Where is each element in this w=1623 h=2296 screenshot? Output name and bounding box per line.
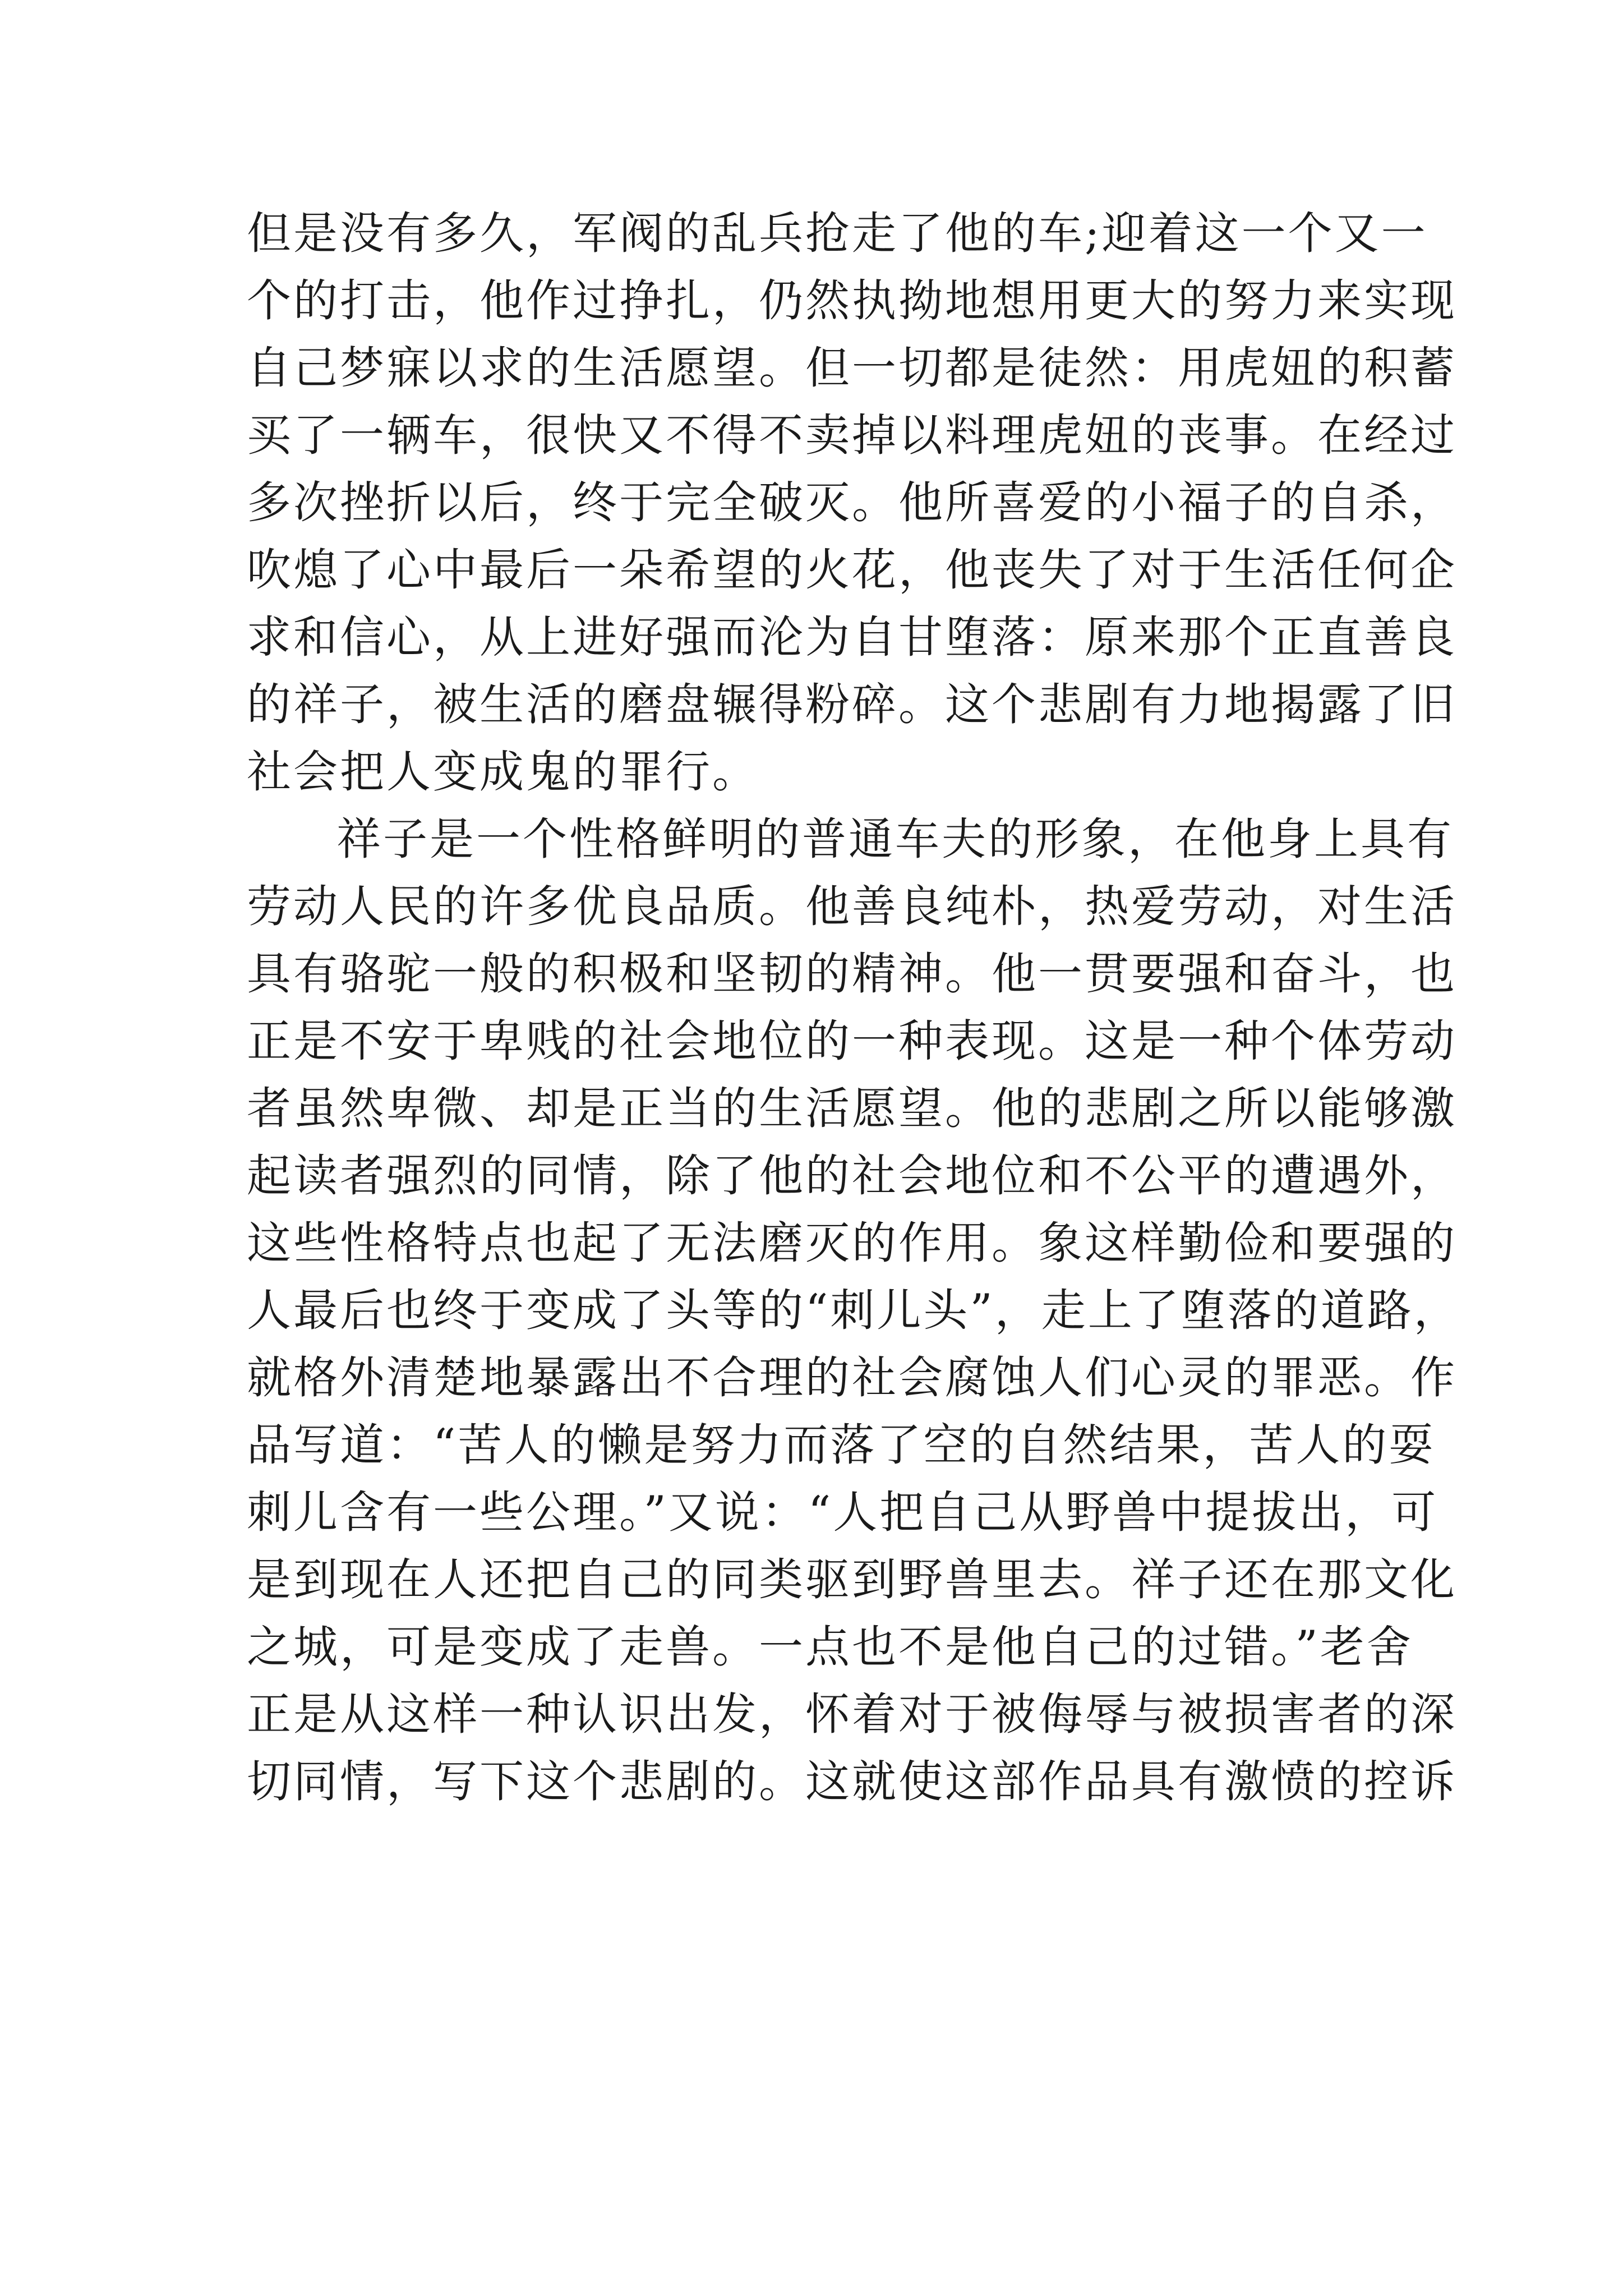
text-line: 多次挫折以后，终于完全破灭。他所喜爱的小福子的自杀， [247, 477, 1457, 528]
paragraph-2 [247, 806, 1460, 1815]
text-line: 刺儿含有一些公理。”又说：“人把自己从野兽中提拔出，可 [247, 1487, 1438, 1538]
text-line: 具有骆驼一般的积极和坚韧的精神。他一贯要强和奋斗，也 [247, 948, 1457, 1000]
text-line: 人最后也终于变成了头等的“刺儿头”，走上了堕落的道路， [247, 1285, 1460, 1336]
text-line: 正是从这样一种认识出发，怀着对于被侮辱与被损害者的深 [247, 1688, 1457, 1740]
text-line: 求和信心，从上进好强而沦为自甘堕落：原来那个正直善良 [247, 611, 1457, 663]
text-line: 吹熄了心中最后一朵希望的火花，他丧失了对于生活任何企 [247, 544, 1457, 596]
text-line: 之城，可是变成了走兽。一点也不是他自己的过错。”老舍 [247, 1621, 1413, 1673]
text-line: 者虽然卑微、却是正当的生活愿望。他的悲剧之所以能够激 [247, 1083, 1457, 1134]
text-line: 这些性格特点也起了无法磨灭的作用。象这样勤俭和要强的 [247, 1217, 1457, 1269]
text-line: 是到现在人还把自己的同类驱到野兽里去。祥子还在那文化 [247, 1554, 1457, 1605]
text-line: 劳动人民的许多优良品质。他善良纯朴，热爱劳动，对生活 [247, 881, 1457, 932]
text-line: 就格外清楚地暴露出不合理的社会腐蚀人们心灵的罪恶。作 [247, 1352, 1457, 1404]
text-line: 买了一辆车，很快又不得不卖掉以料理虎妞的丧事。在经过 [247, 409, 1457, 461]
text-line: 自己梦寐以求的生活愿望。但一切都是徒然：用虎妞的积蓄 [247, 342, 1457, 394]
paragraph-1 [247, 200, 1457, 806]
text-line: 起读者强烈的同情，除了他的社会地位和不公平的遭遇外， [247, 1150, 1457, 1202]
body-text [247, 200, 1460, 1815]
text-line: 但是没有多久，军阀的乱兵抢走了他的车;迎着这一个又一 [247, 208, 1428, 259]
text-line: 社会把人变成鬼的罪行。 [247, 746, 759, 798]
text-line: 祥子是一个性格鲜明的普通车夫的形象，在他身上具有 [336, 813, 1454, 865]
text-line: 正是不安于卑贱的社会地位的一种表现。这是一种个体劳动 [247, 1015, 1457, 1067]
text-line: 个的打击，他作过挣扎，仍然执拗地想用更大的努力来实现 [247, 275, 1457, 326]
text-line: 的祥子，被生活的磨盘辗得粉碎。这个悲剧有力地揭露了旧 [247, 679, 1457, 730]
text-line: 品写道：“苦人的懒是努力而落了空的自然结果，苦人的耍 [247, 1419, 1436, 1471]
text-line: 切同情，写下这个悲剧的。这就使这部作品具有激愤的控诉 [247, 1756, 1457, 1807]
